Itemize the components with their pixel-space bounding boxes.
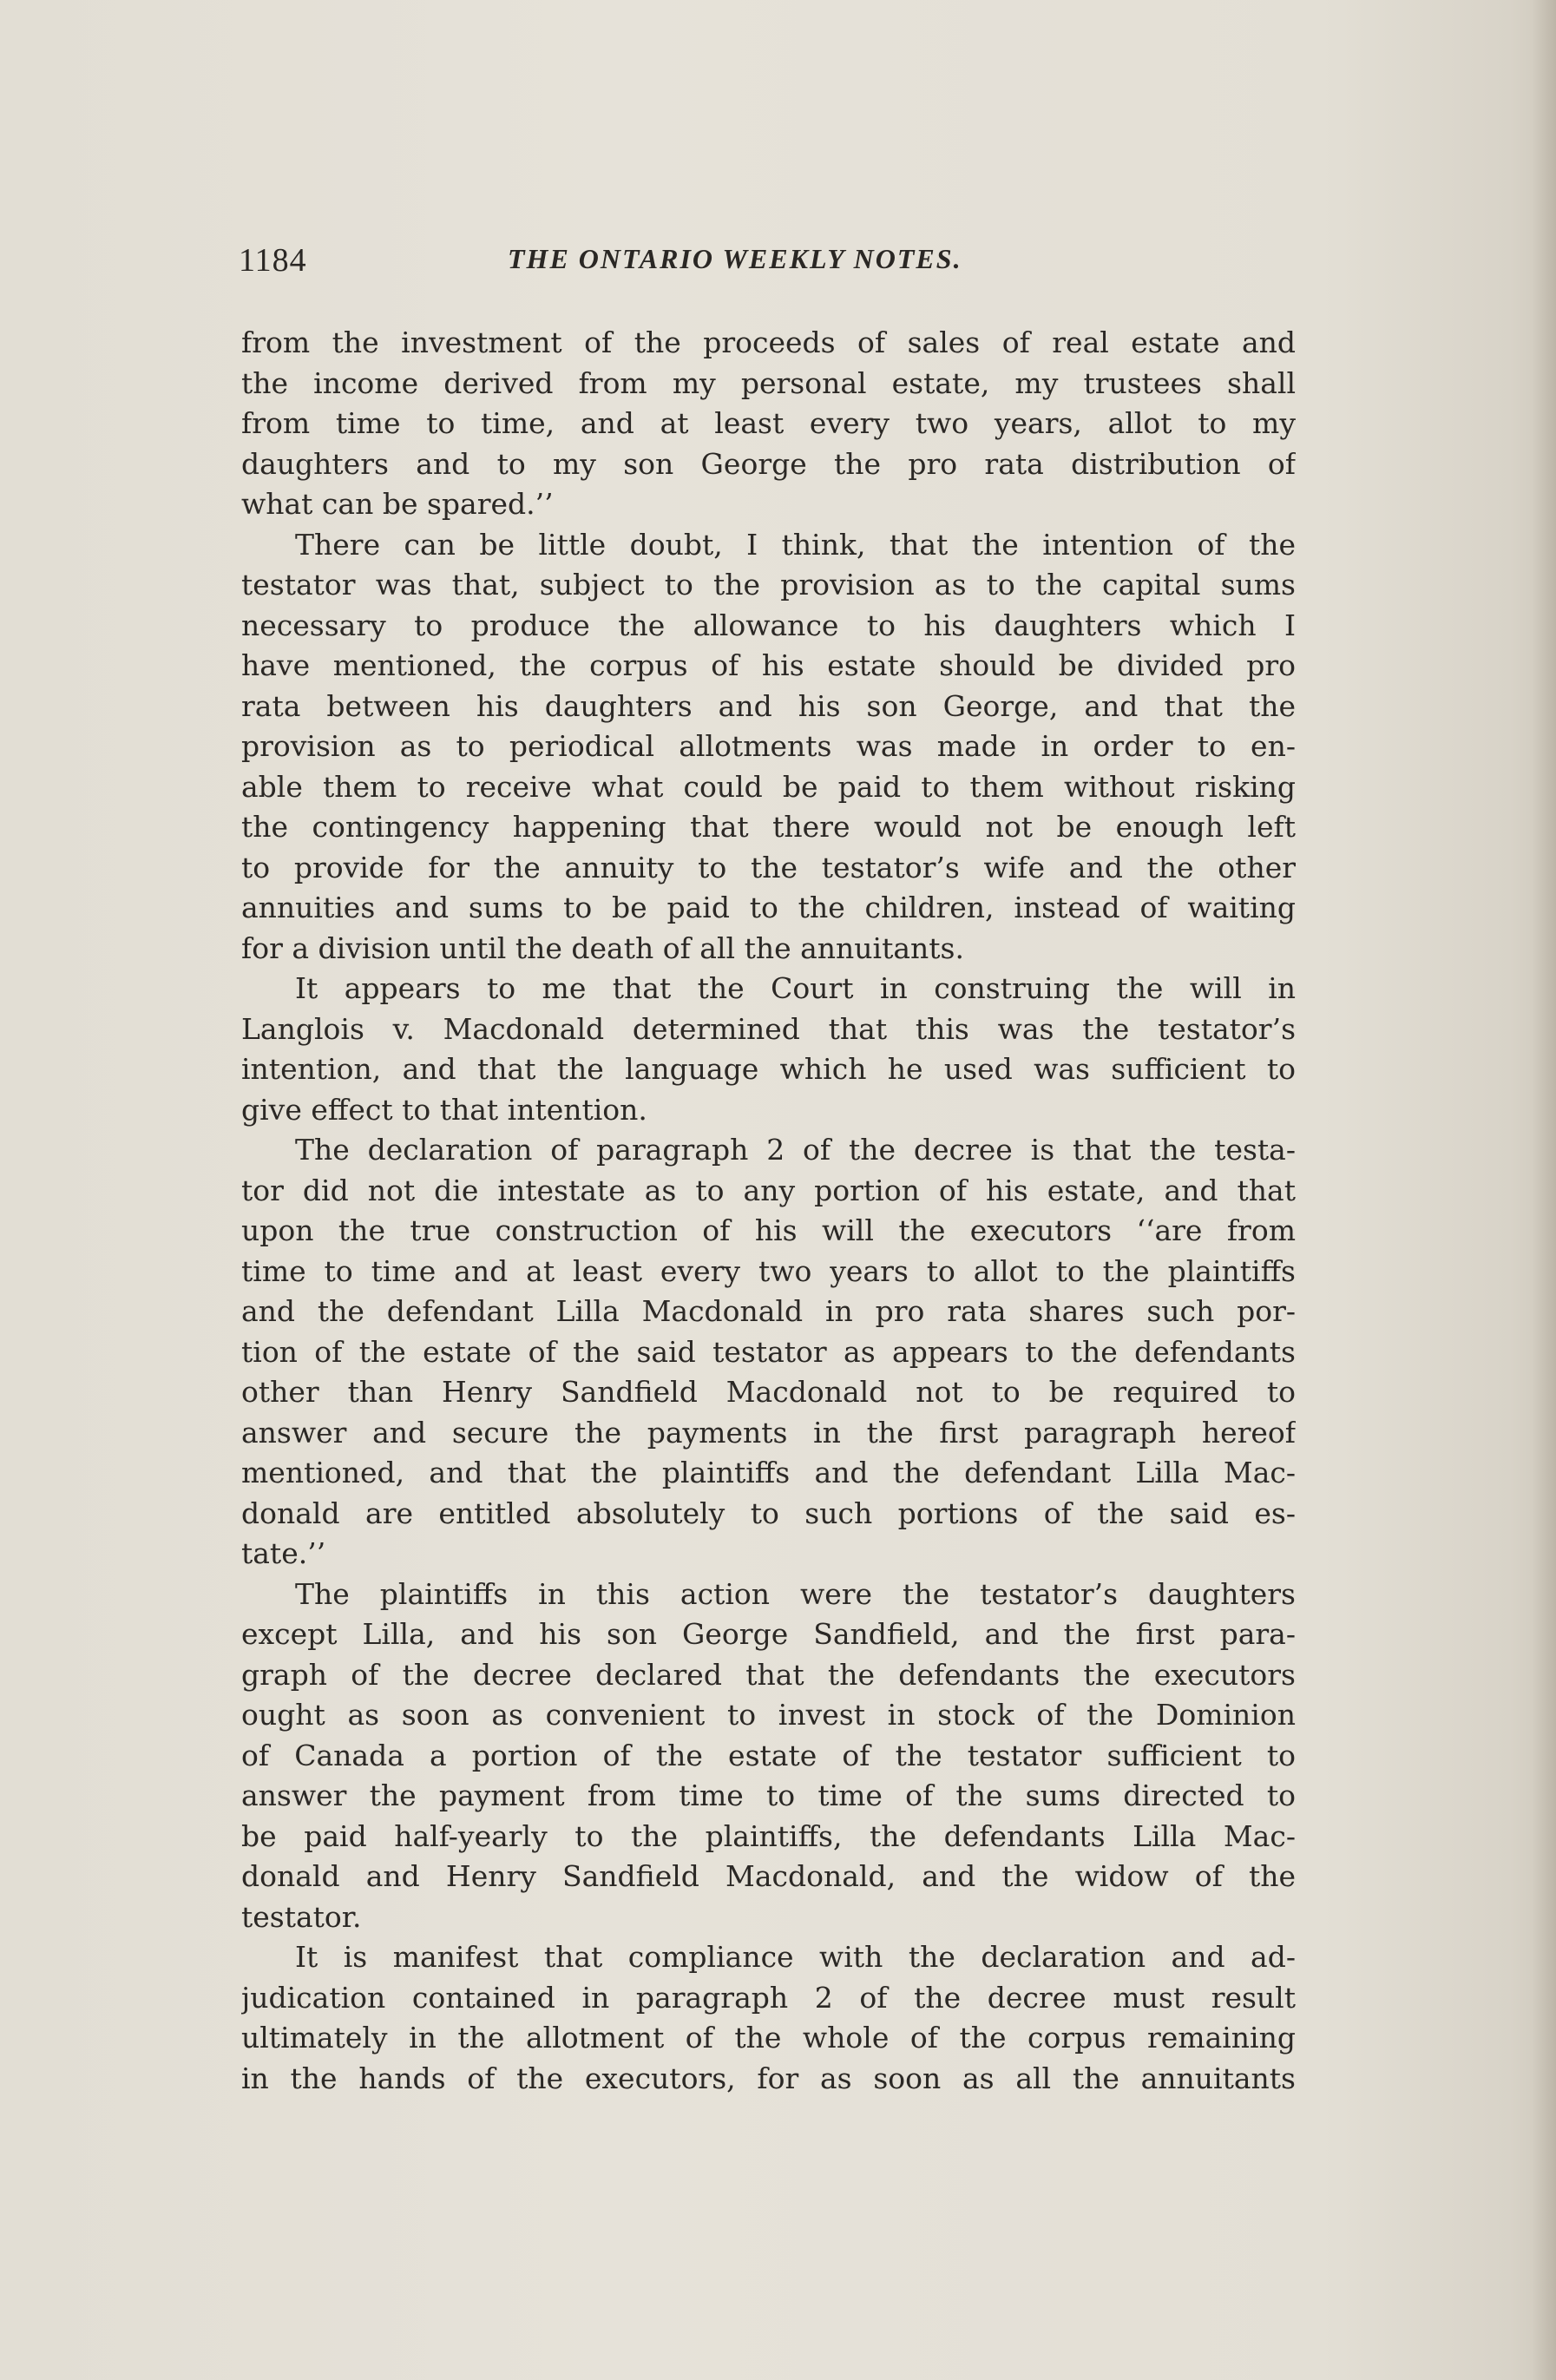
text-line: donald are entitled absolutely to such portions of the said es- — [241, 1496, 1296, 1530]
text-line: annuities and sums to be paid to the children, instead of waiting — [241, 891, 1296, 924]
text-line: daughters and to my son George the pro rata distribution of — [241, 446, 1296, 481]
text-line: mentioned, and that the plaintiffs and the defendant Lilla Mac- — [241, 1456, 1296, 1489]
text-line: Langlois v. Macdonald determined that this was the testator’s — [241, 1011, 1296, 1046]
text-line: ought as soon as convenient to invest in stock of the Dominion — [241, 1698, 1296, 1732]
text-line: except Lilla, and his son George Sandfield, and the first para- — [241, 1617, 1296, 1651]
text-line: donald and Henry Sandfield Macdonald, and the widow of the — [241, 1859, 1296, 1893]
text-line: give effect to that intention. — [241, 1092, 647, 1127]
text-line: have mentioned, the corpus of his estate should be divided pro — [241, 648, 1296, 682]
text-line: time to time and at least every two years to allot to the plaintiffs — [241, 1253, 1296, 1288]
text-line: graph of the decree declared that the defendants the executors — [241, 1657, 1296, 1692]
text-line: from the investment of the proceeds of sales of real estate and — [241, 325, 1296, 359]
text-line: rata between his daughters and his son George, and that the — [241, 688, 1296, 723]
text-line: ultimately in the allotment of the whole of the corpus remaining — [241, 2021, 1296, 2055]
text-line: and the defendant Lilla Macdonald in pro rata shares such por- — [241, 1294, 1296, 1328]
text-line: be paid half-yearly to the plaintiffs, the defendants Lilla Mac- — [241, 1818, 1296, 1853]
text-line: necessary to produce the allowance to his daughters which I — [241, 608, 1296, 642]
body-text — [241, 323, 1296, 2099]
running-head: THE ONTARIO WEEKLY NOTES. — [508, 243, 962, 274]
text-line: other than Henry Sandfield Macdonald not to be required to — [241, 1375, 1296, 1409]
text-line: the income derived from my personal estate, my trustees shall — [241, 365, 1296, 400]
text-line: tion of the estate of the said testator as appears to the defendants — [241, 1334, 1296, 1369]
text-line: tate.’’ — [241, 1536, 326, 1570]
text-line: from time to time, and at least every two years, allot to my — [241, 406, 1296, 440]
text-line: It is manifest that compliance with the declaration and ad- — [295, 1940, 1296, 1974]
text-line: what can be spared.’’ — [241, 487, 554, 521]
text-line: provision as to periodical allotments was made in order to en- — [241, 729, 1296, 763]
page-number: 1184 — [239, 242, 307, 279]
text-line: It appears to me that the Court in construing the will in — [295, 971, 1296, 1005]
text-line: the contingency happening that there would not be enough left — [241, 810, 1296, 844]
text-line: The declaration of paragraph 2 of the decree is that the testa- — [295, 1133, 1296, 1167]
text-line: to provide for the annuity to the testator’s wife and the other — [241, 850, 1296, 884]
page-edge-shadow — [1532, 0, 1556, 2380]
text-line: judication contained in paragraph 2 of the decree must result — [241, 1980, 1296, 2015]
text-line: There can be little doubt, I think, that the intention of the — [295, 527, 1296, 562]
text-line: in the hands of the executors, for as soon as all the annuitants — [241, 2061, 1296, 2095]
text-line: intention, and that the language which he used was sufficient to — [241, 1052, 1296, 1086]
text-line: upon the true construction of his will the executors ‘‘are from — [241, 1213, 1296, 1247]
text-line: testator. — [241, 1899, 362, 1934]
text-line: tor did not die intestate as to any portion of his estate, and that — [241, 1173, 1296, 1207]
text-line: testator was that, subject to the provision as to the capital sums — [241, 568, 1296, 602]
text-line: answer and secure the payments in the first paragraph hereof — [241, 1415, 1296, 1450]
text-line: able them to receive what could be paid to them without risking — [241, 769, 1296, 804]
text-line: for a division until the death of all the annuitants. — [241, 930, 964, 965]
text-line: The plaintiffs in this action were the testator’s daughters — [295, 1576, 1296, 1611]
page-header — [239, 241, 1297, 290]
text-line: of Canada a portion of the estate of the testator sufficient to — [241, 1738, 1296, 1772]
text-line: answer the payment from time to time of the sums directed to — [241, 1778, 1296, 1812]
